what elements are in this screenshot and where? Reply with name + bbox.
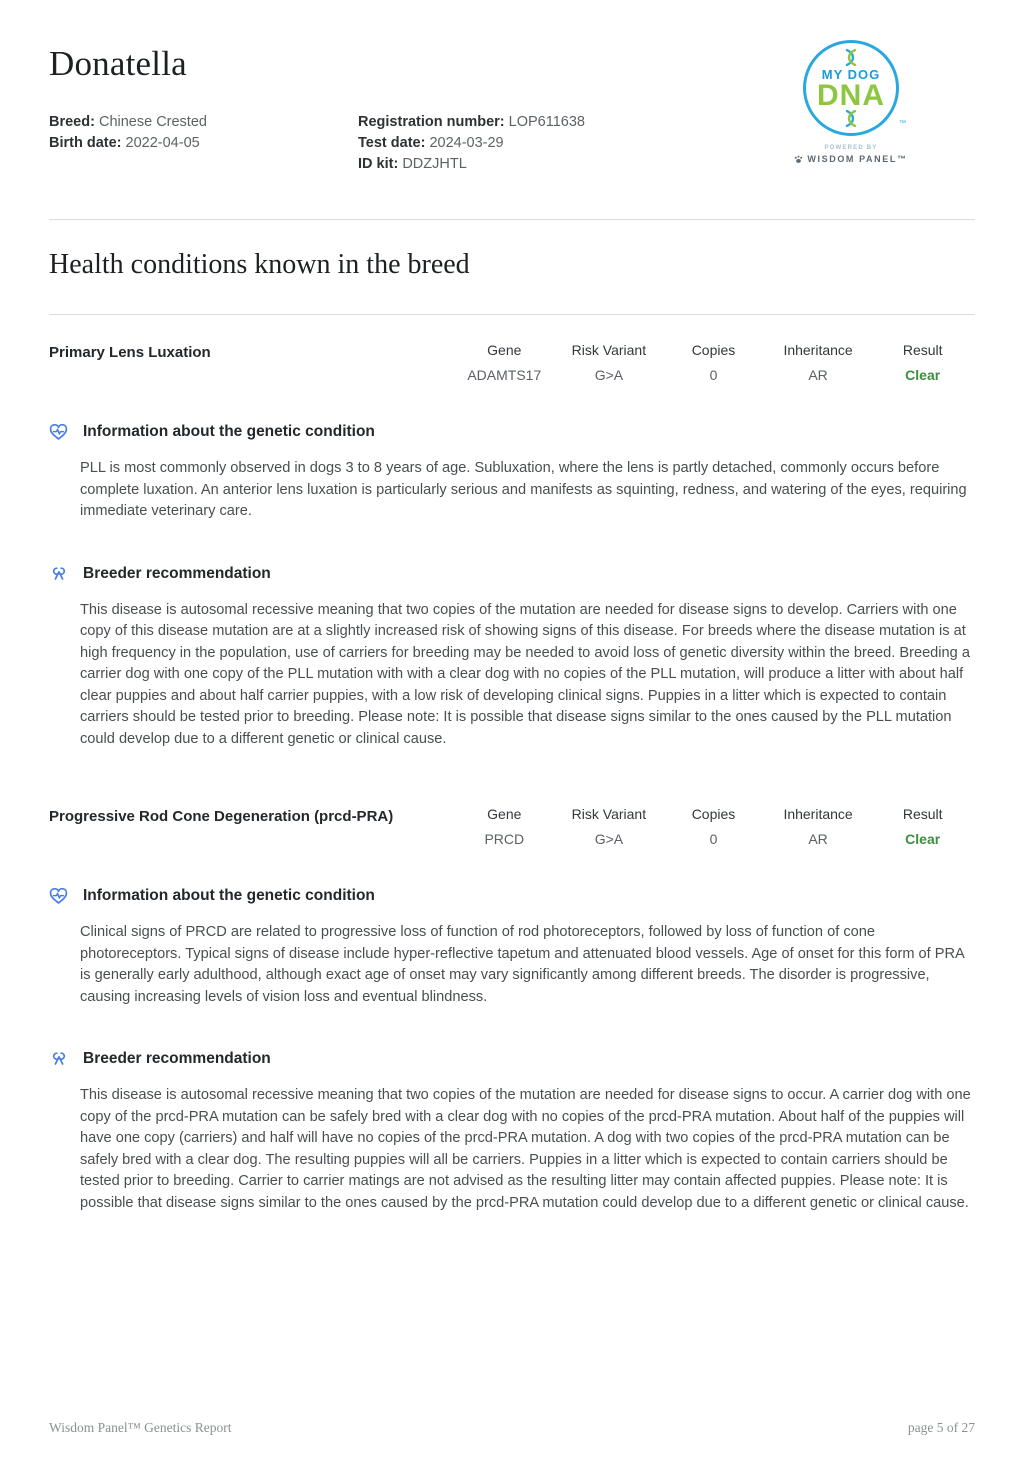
gene-header: Gene xyxy=(487,806,522,822)
breeder-paragraph: This disease is autosomal recessive meaning that two copies of the mutation are needed for disease signs to develop. Carriers with one copy of this disease mutation are at a slightly increased risk of showing signs of this disease. For breeds where the disease mutation is at high frequency in the population, use of carriers for breeding may be needed to avoid loss of genetic diversity within the breed. Breeding a carrier dog with one copy of the PLL mutation with with a clear dog with no copies of the PLL mutation, will produce a litter with about half clear puppies and about half carrier puppies, with a low risk of developing clinical signs. Puppies in a litter which is expected to contain carriers should be tested prior to breeding. Please note: It is possible that disease signs similar to the ones caused by the PLL mutation could develop due to a different genetic or clinical cause. xyxy=(80,601,970,747)
result-value: Clear xyxy=(905,831,941,847)
ribbon-loop-icon xyxy=(49,565,68,583)
logo-trademark: ™ xyxy=(899,120,906,127)
condition-name: Primary Lens Luxation xyxy=(49,344,211,361)
inheritance-header: Inheritance xyxy=(783,342,853,358)
risk-variant-header: Risk Variant xyxy=(571,342,647,358)
breeder-heading-text: Breeder recommendation xyxy=(83,564,271,582)
wisdom-panel-brand xyxy=(791,154,911,164)
info-section-heading xyxy=(49,887,975,905)
page-title: Health conditions known in the breed xyxy=(49,249,470,280)
report-footer xyxy=(49,1420,975,1436)
result-value: Clear xyxy=(905,367,941,383)
pet-meta-left xyxy=(49,112,358,175)
id-kit-label: ID kit: xyxy=(358,156,399,172)
gene-column xyxy=(452,342,557,383)
wisdom-panel-text: WISDOM PANEL™ xyxy=(807,154,908,164)
copies-header: Copies xyxy=(691,342,736,358)
info-section-heading xyxy=(49,423,975,441)
risk-variant-column xyxy=(557,342,662,383)
result-header: Result xyxy=(902,806,943,822)
dna-helix-icon xyxy=(843,110,859,127)
copies-header: Copies xyxy=(691,806,736,822)
gene-header: Gene xyxy=(487,342,522,358)
section-divider xyxy=(49,314,975,315)
logo-dna-text: DNA xyxy=(817,79,885,112)
breeder-heading-text: Breeder recommendation xyxy=(83,1050,271,1067)
breeder-section-heading xyxy=(49,1050,975,1068)
footer-page-number: page 5 of 27 xyxy=(907,1420,975,1435)
condition-columns xyxy=(452,342,975,383)
inheritance-value: AR xyxy=(808,367,828,383)
registration-row xyxy=(358,112,585,133)
risk-variant-column xyxy=(557,806,662,847)
ribbon-loop-icon xyxy=(49,1050,68,1068)
risk-variant-header: Risk Variant xyxy=(571,806,647,822)
birth-date-row xyxy=(49,133,358,154)
copies-column xyxy=(661,806,766,847)
risk-variant-value: G>A xyxy=(594,831,624,847)
id-kit-value: DDZJHTL xyxy=(402,156,467,172)
result-column xyxy=(870,806,975,847)
inheritance-column xyxy=(766,342,871,383)
info-paragraph: PLL is most commonly observed in dogs 3 to 8 years of age. Subluxation, where the lens is partly detached, commonly occurs before complete luxation. An anterior lens luxation is particularly serious and manifests as squinting, redness, and watering of the eyes, requiring immediate veterinary care. xyxy=(80,460,967,519)
registration-label: Registration number: xyxy=(358,114,505,130)
gene-value: PRCD xyxy=(484,831,525,847)
condition-name: Progressive Rod Cone Degeneration (prcd-PRA) xyxy=(49,808,394,825)
my-dog-dna-logo xyxy=(791,40,911,164)
test-date-value: 2024-03-29 xyxy=(429,135,504,151)
birth-date-label: Birth date: xyxy=(49,135,122,151)
breed-row xyxy=(49,112,358,133)
inheritance-header: Inheritance xyxy=(783,806,853,822)
heart-pulse-icon xyxy=(49,887,68,905)
heart-pulse-icon xyxy=(49,423,68,441)
gene-column xyxy=(452,806,557,847)
logo-my-dog-text: MY DOG xyxy=(821,67,881,82)
copies-value: 0 xyxy=(709,367,718,383)
report-header xyxy=(49,0,975,175)
birth-date-value: 2022-04-05 xyxy=(125,135,200,151)
info-heading-text: Information about the genetic condition xyxy=(83,423,375,440)
pet-name: Donatella xyxy=(49,44,187,83)
test-date-label: Test date: xyxy=(358,135,426,151)
condition-prcd-pra xyxy=(49,806,975,1214)
result-column xyxy=(870,342,975,383)
condition-result-table xyxy=(49,806,975,847)
registration-value: LOP611638 xyxy=(508,114,585,130)
dna-helix-icon xyxy=(843,49,859,66)
header-divider xyxy=(49,219,975,220)
info-heading-text: Information about the genetic condition xyxy=(83,887,375,904)
test-date-row xyxy=(358,133,585,154)
powered-by-text: POWERED BY xyxy=(824,145,878,151)
condition-columns xyxy=(452,806,975,847)
risk-variant-value: G>A xyxy=(594,367,624,383)
footer-report-title: Wisdom Panel™ Genetics Report xyxy=(49,1420,232,1435)
breeder-section-heading xyxy=(49,565,975,583)
pet-meta-right xyxy=(358,112,585,175)
breed-label: Breed: xyxy=(49,114,95,130)
id-kit-row xyxy=(358,154,585,175)
paw-icon xyxy=(794,155,803,164)
result-header: Result xyxy=(902,342,943,358)
copies-column xyxy=(661,342,766,383)
condition-result-table xyxy=(49,342,975,383)
gene-value: ADAMTS17 xyxy=(467,367,542,383)
inheritance-column xyxy=(766,806,871,847)
inheritance-value: AR xyxy=(808,831,828,847)
condition-primary-lens-luxation xyxy=(49,342,975,750)
breed-value: Chinese Crested xyxy=(98,114,207,130)
breeder-paragraph: This disease is autosomal recessive meaning that two copies of the mutation are needed for disease signs to occur. A carrier dog with one copy of the prcd-PRA mutation can be safely bred with a clear dog with no copies of the prcd-PRA mutation. About half of the puppies will have one copy (carriers) and half will have no copies of the prcd-PRA mutation. A dog with two copies of the prcd-PRA mutation can be safely bred with a clear dog. The resulting puppies will all be carriers. Puppies in a litter which is expected to contain carriers should be tested prior to breeding. Carrier to carrier matings are not advised as the resulting litter may contain affected puppies. Please note: It is possible that disease signs similar to the ones caused by the prcd-PRA mutation could develop due to a different genetic or clinical cause. xyxy=(80,1087,971,1211)
copies-value: 0 xyxy=(709,831,718,847)
info-paragraph: Clinical signs of PRCD are related to progressive loss of function of rod photoreceptors, followed by loss of function of cone photoreceptors. Typical signs of disease include hyper-reflective tapetum and attenuated blood vessels. Age of onset for this form of PRA is generally early adulthood, although exact age of onset may vary significantly among different breeds. The disorder is progressive, causing increasing levels of vision loss and eventual blindness. xyxy=(80,924,964,1005)
logo-circle xyxy=(803,40,906,136)
